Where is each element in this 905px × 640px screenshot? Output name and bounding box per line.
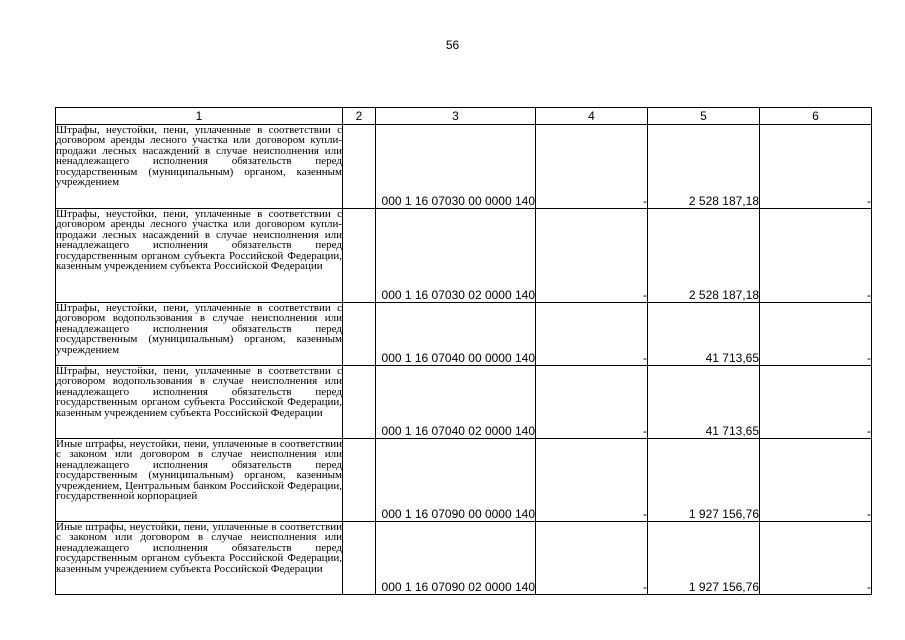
row-col2 xyxy=(343,303,376,366)
row-amount: 2 528 187,18 xyxy=(648,125,760,209)
row-col2 xyxy=(343,125,376,209)
row-amount: 41 713,65 xyxy=(648,303,760,366)
column-header: 4 xyxy=(536,108,648,125)
row-col6: - xyxy=(760,209,872,303)
table-row xyxy=(56,366,872,439)
row-col2 xyxy=(343,209,376,303)
table-row xyxy=(56,439,872,522)
row-col2 xyxy=(343,439,376,522)
table-header-row xyxy=(56,108,872,125)
row-col6: - xyxy=(760,522,872,595)
row-description: Иные штрафы, неустойки, пени, уплаченные в соответствии с законом или договором в случае неисполнения или ненадлежащего исполнения обязательств перед государственным органом субъекта Российской Федерации, казенным учреждением субъекта Российской Федерации xyxy=(56,522,343,595)
column-header: 2 xyxy=(343,108,376,125)
column-header: 6 xyxy=(760,108,872,125)
row-amount: 2 528 187,18 xyxy=(648,209,760,303)
row-col4: - xyxy=(536,522,648,595)
column-header: 5 xyxy=(648,108,760,125)
column-header: 3 xyxy=(376,108,536,125)
row-amount: 1 927 156,76 xyxy=(648,439,760,522)
row-amount: 1 927 156,76 xyxy=(648,522,760,595)
column-header: 1 xyxy=(56,108,343,125)
table-row xyxy=(56,125,872,209)
row-description: Штрафы, неустойки, пени, уплаченные в соответствии с договором аренды лесного участка или договором купли-продажи лесных насаждений в случае неисполнения или ненадлежащего исполнения обязательств перед государственным органом субъекта Российской Федерации, казенным учреждением субъекта Российской Федерации xyxy=(56,209,343,303)
revenue-table xyxy=(55,107,872,595)
row-description: Штрафы, неустойки, пени, уплаченные в соответствии с договором аренды лесного участка или договором купли-продажи лесных насаждений в случае неисполнения или ненадлежащего исполнения обязательств перед государственным (муниципальным) органом, казенным учреждением xyxy=(56,125,343,209)
row-col4: - xyxy=(536,366,648,439)
row-budget-code: 000 1 16 07090 00 0000 140 xyxy=(376,439,536,522)
row-budget-code: 000 1 16 07090 02 0000 140 xyxy=(376,522,536,595)
row-budget-code: 000 1 16 07030 00 0000 140 xyxy=(376,125,536,209)
row-col4: - xyxy=(536,439,648,522)
row-budget-code: 000 1 16 07040 02 0000 140 xyxy=(376,366,536,439)
table-row xyxy=(56,522,872,595)
row-col6: - xyxy=(760,439,872,522)
row-description: Иные штрафы, неустойки, пени, уплаченные в соответствии с законом или договором в случае неисполнения или ненадлежащего исполнения обязательств перед государственным (муниципальным) органом, казенным учреждением, Центральным банком Российской Федерации, государственной корпорацией xyxy=(56,439,343,522)
row-budget-code: 000 1 16 07040 00 0000 140 xyxy=(376,303,536,366)
row-col6: - xyxy=(760,366,872,439)
row-col2 xyxy=(343,366,376,439)
row-description: Штрафы, неустойки, пени, уплаченные в соответствии с договором водопользования в случае неисполнения или ненадлежащего исполнения обязательств перед государственным (муниципальным) органом, казенным учреждением xyxy=(56,303,343,366)
table-row xyxy=(56,303,872,366)
row-col2 xyxy=(343,522,376,595)
row-budget-code: 000 1 16 07030 02 0000 140 xyxy=(376,209,536,303)
page-number: 56 xyxy=(445,38,460,52)
row-col4: - xyxy=(536,209,648,303)
row-col6: - xyxy=(760,125,872,209)
table-row xyxy=(56,209,872,303)
row-description: Штрафы, неустойки, пени, уплаченные в соответствии с договором водопользования в случае неисполнения или ненадлежащего исполнения обязательств перед государственным органом субъекта Российской Федерации, казенным учреждением субъекта Российской Федерации xyxy=(56,366,343,439)
row-col6: - xyxy=(760,303,872,366)
row-amount: 41 713,65 xyxy=(648,366,760,439)
row-col4: - xyxy=(536,125,648,209)
row-col4: - xyxy=(536,303,648,366)
